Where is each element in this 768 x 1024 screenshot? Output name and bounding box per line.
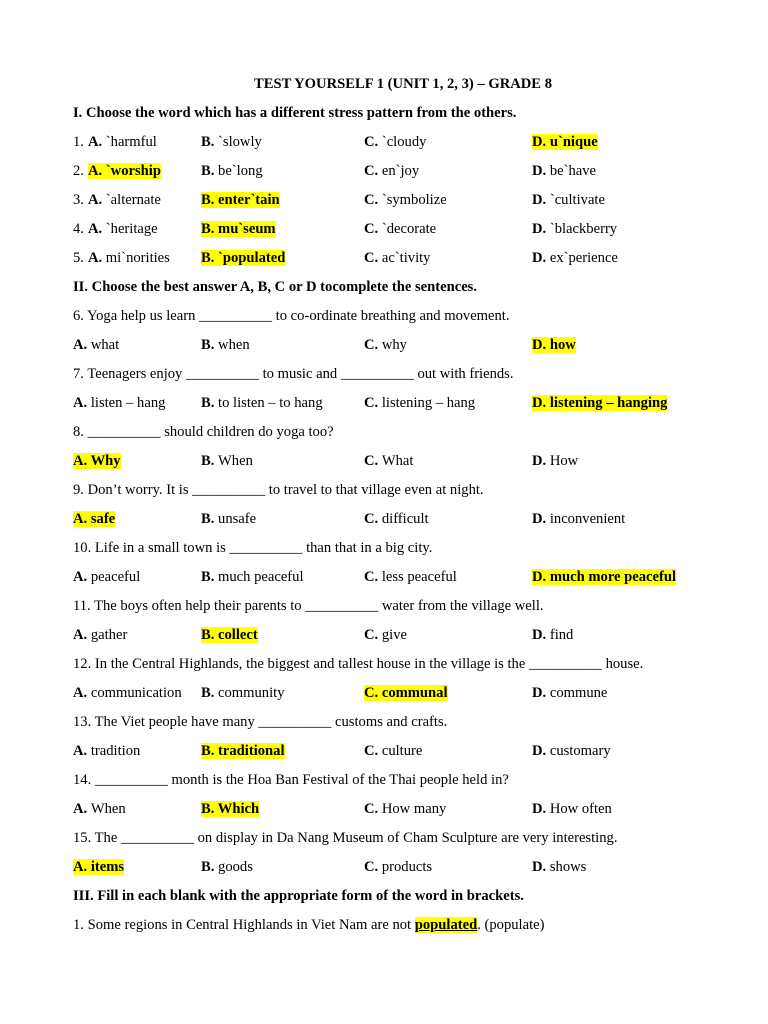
option-letter: D. <box>532 801 550 817</box>
option-b-content <box>201 801 259 817</box>
option-letter: D. <box>532 250 550 266</box>
option-letter: B. <box>201 337 219 353</box>
option-b <box>201 795 364 824</box>
option-a-content <box>73 743 140 759</box>
option-d <box>532 186 712 215</box>
option-text: products <box>381 859 433 875</box>
option-text: What <box>381 453 414 469</box>
option-c-content <box>364 192 447 208</box>
option-b-content <box>201 453 253 469</box>
question-number: 3. <box>73 192 84 208</box>
option-b-content <box>201 627 258 643</box>
option-text: safe <box>90 511 116 527</box>
option-d-content <box>532 192 605 208</box>
option-d <box>532 215 712 244</box>
option-b-content <box>201 134 262 150</box>
option-d-content <box>532 801 612 817</box>
option-a <box>73 331 201 360</box>
option-a <box>73 215 201 244</box>
answer-options-row <box>73 737 713 766</box>
option-letter: A. <box>73 859 91 875</box>
answer-options-row <box>73 447 713 476</box>
option-d <box>532 563 712 592</box>
question-text: 14. __________ month is the Hoa Ban Festival of the Thai people held in? <box>73 772 509 788</box>
question-text: 7. Teenagers enjoy __________ to music and __________ out with friends. <box>73 366 514 382</box>
question-text: 11. The boys often help their parents to __________ water from the village well. <box>73 598 544 614</box>
option-letter: B. <box>201 511 219 527</box>
option-text: give <box>381 627 407 643</box>
option-c <box>364 244 532 273</box>
option-letter: A. <box>87 163 106 179</box>
answer-options-row <box>73 795 713 824</box>
option-text: `heritage <box>105 221 158 237</box>
option-text: en`joy <box>381 163 420 179</box>
option-b <box>201 853 364 882</box>
option-d-content <box>532 163 596 179</box>
option-c <box>364 505 532 534</box>
option-letter: A. <box>73 801 91 817</box>
option-text: much more peaceful <box>549 569 677 585</box>
section-3-heading: III. Fill in each blank with the appropriate form of the word in brackets. <box>73 888 524 904</box>
option-d-content <box>532 685 607 701</box>
option-letter: D. <box>532 221 550 237</box>
option-text: much peaceful <box>218 569 304 585</box>
option-c <box>364 737 532 766</box>
fill-question-text: 1. Some regions in Central Highlands in Viet Nam are not <box>73 917 415 933</box>
option-c <box>364 128 532 157</box>
option-text: `alternate <box>105 192 161 208</box>
option-letter: C. <box>364 685 382 701</box>
option-letter: B. <box>201 569 219 585</box>
option-b <box>201 215 364 244</box>
option-b <box>201 389 364 418</box>
option-letter: A. <box>73 395 91 411</box>
option-d <box>532 621 712 650</box>
option-text: customary <box>549 743 611 759</box>
worksheet <box>73 70 713 940</box>
option-letter: A. <box>73 569 91 585</box>
option-c <box>364 157 532 186</box>
option-text: to listen – to hang <box>218 395 323 411</box>
option-letter: A. <box>87 192 106 208</box>
option-a <box>73 389 201 418</box>
option-letter: D. <box>532 685 550 701</box>
stress-question <box>73 128 713 157</box>
answer-options-row <box>73 853 713 882</box>
option-b-content <box>201 511 256 527</box>
option-d <box>532 853 712 882</box>
option-a <box>73 505 201 534</box>
option-a-content <box>88 134 157 150</box>
option-d-content <box>532 221 617 237</box>
option-text: unsafe <box>218 511 257 527</box>
option-letter: C. <box>364 134 382 150</box>
option-d <box>532 389 712 418</box>
option-letter: C. <box>364 163 382 179</box>
option-a <box>73 128 201 157</box>
option-c-content <box>364 801 446 817</box>
option-text: traditional <box>218 743 285 759</box>
option-text: `cultivate <box>549 192 605 208</box>
option-a-content <box>73 569 140 585</box>
option-letter: A. <box>87 134 106 150</box>
option-d <box>532 157 712 186</box>
option-text: enter`tain <box>218 192 280 208</box>
option-b-content <box>201 395 323 411</box>
fill-question <box>73 911 713 940</box>
option-b <box>201 447 364 476</box>
option-letter: B. <box>201 685 219 701</box>
option-text: `cloudy <box>381 134 427 150</box>
option-b-content <box>201 859 253 875</box>
option-text: u`nique <box>549 134 598 150</box>
option-letter: C. <box>364 743 382 759</box>
section-1-heading: I. Choose the word which has a different stress pattern from the others. <box>73 105 517 121</box>
option-text: tradition <box>90 743 141 759</box>
question-text: 10. Life in a small town is __________ than that in a big city. <box>73 540 433 556</box>
option-text: ex`perience <box>549 250 618 266</box>
multiple-choice-list <box>73 302 713 882</box>
option-c <box>364 621 532 650</box>
option-text: listening – hanging <box>549 395 668 411</box>
option-d-content <box>532 511 625 527</box>
option-text: How many <box>381 801 447 817</box>
option-letter: C. <box>364 250 382 266</box>
option-a <box>73 186 201 215</box>
option-letter: B. <box>201 221 219 237</box>
option-c <box>364 563 532 592</box>
option-letter: A. <box>73 337 91 353</box>
stress-question <box>73 215 713 244</box>
option-letter: A. <box>73 511 91 527</box>
option-d <box>532 795 712 824</box>
option-letter: C. <box>364 511 382 527</box>
option-letter: A. <box>73 685 91 701</box>
option-b <box>201 331 364 360</box>
option-b <box>201 186 364 215</box>
page-title: TEST YOURSELF 1 (UNIT 1, 2, 3) – GRADE 8 <box>253 76 552 92</box>
option-c <box>364 795 532 824</box>
option-a-content <box>88 250 170 266</box>
option-b <box>201 679 364 708</box>
option-d-content <box>532 250 618 266</box>
section-2-heading: II. Choose the best answer A, B, C or D tocomplete the sentences. <box>73 279 477 295</box>
option-b <box>201 505 364 534</box>
option-d <box>532 679 712 708</box>
option-letter: D. <box>532 395 550 411</box>
option-d-content <box>532 859 586 875</box>
answer-options-row <box>73 679 713 708</box>
answer-options-row <box>73 621 713 650</box>
option-c-content <box>364 337 407 353</box>
option-d <box>532 128 712 157</box>
question-text: 15. The __________ on display in Da Nang Museum of Cham Sculpture are very interesting. <box>73 830 618 846</box>
option-letter: B. <box>201 859 219 875</box>
option-text: shows <box>549 859 587 875</box>
option-a <box>73 563 201 592</box>
option-c-content <box>364 743 422 759</box>
option-text: Which <box>217 801 260 817</box>
option-c <box>364 853 532 882</box>
option-text: `blackberry <box>549 221 618 237</box>
option-text: gather <box>90 627 128 643</box>
option-letter: D. <box>532 859 550 875</box>
option-c-content <box>364 453 413 469</box>
option-letter: B. <box>201 743 219 759</box>
option-a <box>73 737 201 766</box>
option-text: items <box>90 859 125 875</box>
option-a-content <box>73 801 126 817</box>
option-b <box>201 737 364 766</box>
option-c-content <box>364 221 436 237</box>
option-c-content <box>364 395 475 411</box>
option-a <box>73 157 201 186</box>
option-a-content <box>73 859 124 875</box>
answer-options-row <box>73 331 713 360</box>
option-c-content <box>364 569 457 585</box>
option-a <box>73 795 201 824</box>
option-b-content <box>201 163 263 179</box>
option-letter: C. <box>364 569 382 585</box>
fill-hint: . (populate) <box>477 917 545 933</box>
option-b-content <box>201 250 285 266</box>
option-letter: B. <box>201 134 219 150</box>
option-letter: D. <box>532 192 550 208</box>
option-b-content <box>201 685 285 701</box>
option-a-content <box>88 221 158 237</box>
option-c-content <box>364 685 448 701</box>
option-letter: A. <box>73 627 91 643</box>
option-letter: D. <box>532 134 550 150</box>
option-letter: A. <box>87 221 106 237</box>
option-a-content <box>73 337 119 353</box>
option-text: `symbolize <box>381 192 447 208</box>
option-b <box>201 157 364 186</box>
option-text: communication <box>90 685 182 701</box>
option-text: difficult <box>381 511 429 527</box>
option-text: mi`norities <box>105 250 170 266</box>
option-d-content <box>532 743 611 759</box>
option-letter: B. <box>201 163 219 179</box>
option-text: be`have <box>549 163 597 179</box>
option-letter: C. <box>364 453 382 469</box>
question-text: 8. __________ should children do yoga too? <box>73 424 334 440</box>
option-c <box>364 447 532 476</box>
option-letter: A. <box>73 743 91 759</box>
fill-blank-list <box>73 911 713 940</box>
option-text: be`long <box>218 163 263 179</box>
option-text: When <box>90 801 126 817</box>
option-letter: C. <box>364 395 382 411</box>
option-a-content <box>73 511 115 527</box>
answer-options-row <box>73 389 713 418</box>
answer-options-row <box>73 505 713 534</box>
option-text: When <box>218 453 253 469</box>
stress-question-list <box>73 128 713 273</box>
option-a-content <box>88 163 161 179</box>
option-text: listening – hang <box>381 395 476 411</box>
option-b <box>201 244 364 273</box>
option-c-content <box>364 163 419 179</box>
question-number: 1. <box>73 134 84 150</box>
option-text: find <box>549 627 574 643</box>
option-d-content <box>532 453 578 469</box>
option-letter: C. <box>364 627 382 643</box>
option-b-content <box>201 192 280 208</box>
option-letter: D. <box>532 163 550 179</box>
option-c-content <box>364 627 407 643</box>
option-text: `slowly <box>218 134 262 150</box>
option-b <box>201 128 364 157</box>
option-text: goods <box>218 859 253 875</box>
option-letter: B. <box>201 453 219 469</box>
option-letter: A. <box>73 453 91 469</box>
option-letter: C. <box>364 192 382 208</box>
option-letter: D. <box>532 511 550 527</box>
option-a <box>73 853 201 882</box>
option-letter: B. <box>201 801 218 817</box>
option-a <box>73 447 201 476</box>
option-b-content <box>201 569 304 585</box>
option-a-content <box>73 453 121 469</box>
option-text: culture <box>381 743 423 759</box>
stress-question <box>73 186 713 215</box>
option-text: listen – hang <box>90 395 166 411</box>
option-d <box>532 331 712 360</box>
option-text: commune <box>549 685 608 701</box>
option-a-content <box>88 192 161 208</box>
option-text: less peaceful <box>381 569 457 585</box>
option-text: why <box>381 337 407 353</box>
option-d-content <box>532 569 676 585</box>
option-text: `harmful <box>105 134 157 150</box>
option-text: community <box>218 685 285 701</box>
option-b <box>201 563 364 592</box>
option-text: when <box>218 337 250 353</box>
option-c-content <box>364 250 430 266</box>
option-text: `populated <box>218 250 286 266</box>
option-letter: D. <box>532 627 550 643</box>
option-text: Why <box>90 453 121 469</box>
option-a-content <box>73 627 127 643</box>
option-a <box>73 679 201 708</box>
option-text: `worship <box>105 163 161 179</box>
option-d <box>532 447 712 476</box>
option-a-content <box>73 685 182 701</box>
option-letter: C. <box>364 221 382 237</box>
option-letter: D. <box>532 337 550 353</box>
option-letter: C. <box>364 337 382 353</box>
option-c <box>364 331 532 360</box>
option-letter: D. <box>532 453 550 469</box>
option-a <box>73 621 201 650</box>
option-text: how <box>549 337 576 353</box>
option-a-content <box>73 395 165 411</box>
option-text: what <box>90 337 120 353</box>
option-letter: D. <box>532 569 550 585</box>
option-text: ac`tivity <box>381 250 431 266</box>
option-letter: B. <box>201 395 219 411</box>
answer-options-row <box>73 563 713 592</box>
option-c <box>364 679 532 708</box>
option-b <box>201 621 364 650</box>
option-d <box>532 505 712 534</box>
option-letter: C. <box>364 859 382 875</box>
option-c-content <box>364 511 429 527</box>
question-number: 5. <box>73 250 84 266</box>
option-d-content <box>532 337 576 353</box>
stress-question <box>73 157 713 186</box>
option-letter: B. <box>201 250 219 266</box>
option-d-content <box>532 134 598 150</box>
option-d-content <box>532 395 667 411</box>
option-c <box>364 389 532 418</box>
option-b-content <box>201 743 285 759</box>
question-text: 13. The Viet people have many __________ customs and crafts. <box>73 714 448 730</box>
option-c <box>364 186 532 215</box>
stress-question <box>73 244 713 273</box>
option-d <box>532 244 712 273</box>
option-d-content <box>532 627 573 643</box>
option-text: collect <box>218 627 258 643</box>
option-text: inconvenient <box>549 511 626 527</box>
option-a <box>73 244 201 273</box>
option-text: peaceful <box>90 569 141 585</box>
option-d <box>532 737 712 766</box>
option-letter: B. <box>201 627 219 643</box>
option-letter: D. <box>532 743 550 759</box>
fill-answer: populated <box>414 917 478 933</box>
question-number: 4. <box>73 221 84 237</box>
option-c-content <box>364 859 432 875</box>
option-letter: B. <box>201 192 219 208</box>
option-b-content <box>201 221 276 237</box>
question-number: 2. <box>73 163 84 179</box>
option-b-content <box>201 337 250 353</box>
question-text: 6. Yoga help us learn __________ to co-ordinate breathing and movement. <box>73 308 510 324</box>
question-text: 9. Don’t worry. It is __________ to travel to that village even at night. <box>73 482 484 498</box>
option-text: How <box>549 453 579 469</box>
option-text: `decorate <box>381 221 437 237</box>
option-c <box>364 215 532 244</box>
option-text: communal <box>381 685 448 701</box>
option-text: mu`seum <box>218 221 276 237</box>
question-text: 12. In the Central Highlands, the biggest and tallest house in the village is the __________ house. <box>73 656 644 672</box>
option-letter: A. <box>87 250 106 266</box>
option-text: How often <box>549 801 612 817</box>
option-c-content <box>364 134 426 150</box>
option-letter: C. <box>364 801 382 817</box>
